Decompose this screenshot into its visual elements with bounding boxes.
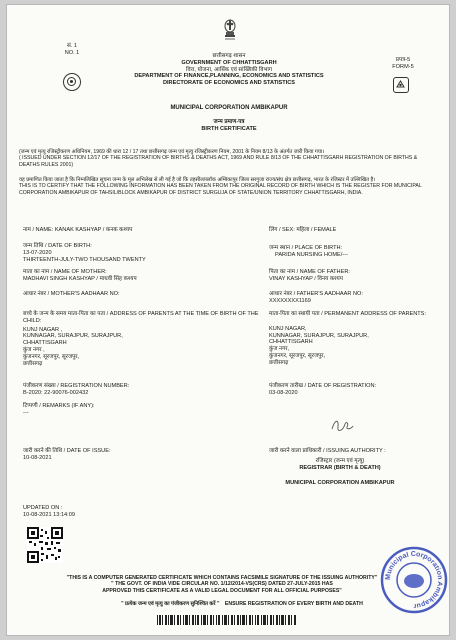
dob-words: THIRTEENTH-JULY-TWO THOUSAND TWENTY	[23, 256, 146, 263]
permanent-address-line: KUNNAGAR, SURAJPUR, SURAJPUR,	[269, 332, 369, 339]
certificate-title-hi: जन्म प्रमाण-पत्र	[213, 119, 245, 125]
address-at-birth-line: KUNNAGAR, SURAJPUR, SURAJPUR,	[23, 333, 123, 340]
notice-line-2: " THE GOVT. OF INDIA VIDE CIRCULAR NO. 1/12/2014-VS(CRS) DATED 27-JULY-2015 HAS	[111, 581, 333, 588]
remarks-label: टिप्पणी / REMARKS (IF ANY):	[23, 403, 95, 409]
signature-image	[329, 415, 355, 435]
ensure-registration-hi: " प्रत्येक जन्म एवं मृत्यु का पंजीकरण सुनिश्चित करें "	[121, 601, 220, 607]
permanent-address-line: छत्तीसगढ़	[269, 359, 289, 366]
permanent-address-line: CHHATTISGARH	[269, 339, 313, 346]
state-logo-icon	[63, 73, 81, 91]
registration-number-value: B-2020: 22-90076-002432	[23, 389, 89, 396]
mother-name-value: MADHAVI SINGH KASHYAP / माधवी सिंह कश्यप	[23, 275, 137, 282]
permanent-address-line: KUNJ NAGAR,	[269, 325, 307, 332]
dob-label: जन्म तिथि / DATE OF BIRTH:	[23, 243, 92, 249]
pob-label: जन्म स्थान / PLACE OF BIRTH:	[269, 245, 343, 251]
certificate-title-en: BIRTH CERTIFICATE	[201, 125, 257, 132]
updated-on-label: UPDATED ON :	[23, 505, 63, 511]
dept-title-hi: वित्त, योजना, आर्थिक एवं सांख्यिकी विभाग	[186, 66, 272, 73]
permanent-address-line: कुंज नगर,	[269, 346, 290, 353]
permanent-address-value	[269, 326, 441, 367]
registration-number-label: पंजीकरण संख्या / REGISTRATION NUMBER:	[23, 383, 130, 389]
issue-date-value: 10-08-2021	[23, 454, 52, 461]
registrar-title-en: REGISTRAR (BIRTH & DEATH)	[299, 464, 381, 471]
ensure-registration-line	[77, 601, 407, 607]
barcode-icon	[157, 615, 297, 625]
govt-title-en: GOVERNMENT OF CHHATTISGARH	[181, 59, 277, 66]
address-at-birth-value	[23, 327, 263, 368]
father-name-value: VINAY KASHYAP / विनय कश्यप	[269, 275, 343, 282]
child-name: नाम / NAME: KANAK KASHYAP / कनक कश्यप	[23, 227, 133, 233]
corporation-name: MUNICIPAL CORPORATION AMBIKAPUR	[170, 105, 288, 111]
registrar-title-hi: रजिस्ट्रार (जन्म एवं मृत्यु)	[315, 457, 365, 464]
father-name-label: पिता का नाम / NAME OF FATHER:	[269, 269, 350, 275]
form-number-hi: प्रपत्र-5	[395, 57, 411, 63]
left-number-hi: सं. 1	[66, 43, 77, 49]
issuing-authority-label: जारी करने वाला प्राधिकारी / ISSUING AUTHORITY :	[269, 448, 386, 454]
address-at-birth-line: कुंजनगर, सूरजपुर, सूरजपुर,	[23, 353, 80, 360]
father-aadhaar-label: आधार नंबर / FATHER'S AADHAAR NO:	[269, 291, 363, 297]
address-at-birth-line: छत्तीसगढ़	[23, 360, 43, 367]
permanent-address-label: माता-पिता का स्थायी पता / PERMANENT ADDRESS OF PARENTS:	[269, 311, 426, 317]
updated-on-value: 10-08-2021 13:14:09	[23, 511, 75, 518]
seal-text: Municipal Corporation Ambikapur	[384, 550, 444, 610]
dob-value: 13-07-2020	[23, 249, 52, 256]
pob-value: PARIDA NURSING HOME/---	[275, 251, 348, 258]
authority-corporation: MUNICIPAL CORPORATION AMBIKAPUR	[285, 480, 395, 487]
certify-text-hi: यह प्रमाणित किया जाता है कि निम्नलिखित सूचना जन्म के मूल अभिलेख से ली गई है जो कि तहसील/ब्लॉक अम्बिकापुर जिला सरगुजा राज्य/संघ क्षेत्र छत्तीसगढ़, भारत के रजिस्टर में उल्लिखित है।	[19, 177, 376, 183]
dept-title-en: DEPARTMENT OF FINANCE,PLANNING, ECONOMICS AND STATISTICS	[134, 73, 324, 80]
father-aadhaar-value: XXXXXXXX1169	[269, 297, 311, 304]
registration-date-label: पंजीकरण तारीख / DATE OF REGISTRATION:	[269, 383, 377, 389]
address-at-birth-line: कुंज नगर ,	[23, 346, 45, 353]
certify-text-en: THIS IS TO CERTIFY THAT THE FOLLOWING INFORMATION HAS BEEN TAKEN FROM THE ORIGINAL RECORD OF BIRTH WHICH IS THE REGISTER FOR MUNICIPAL CORPORATION AMBIKAPUR OF TAHSIL/BLOCK AMBIKAPUR OF DISTRICT SURGUJA OF STATE/UNION TERRITORY CHHATTISGARH, INDIA.	[19, 183, 422, 196]
address-at-birth-line: CHHATTISGARH	[23, 340, 67, 347]
ensure-registration-en: ENSURE REGISTRATION OF EVERY BIRTH AND DEATH	[224, 601, 363, 607]
national-emblem-icon	[222, 17, 238, 41]
birth-certificate-page	[6, 4, 450, 636]
registration-date-value: 03-08-2020	[269, 389, 298, 396]
address-at-birth-line: KUNJ NAGAR ,	[23, 326, 63, 333]
address-at-birth-label: बच्चे के जन्म के समय माता-पिता का पता / ADDRESS OF PARENTS AT THE TIME OF BIRTH OF THE CHILD:	[23, 311, 259, 324]
issued-under-en: ( ISSUED UNDER SECTION 12/17 OF THE REGISTRATION OF BIRTHS & DEATHS ACT, 1969 AND RULE 8/13 OF THE CHHATTISGARH REGISTRATION OF BIRTHS & DEATHS RULES 2001)	[19, 155, 418, 168]
govt-title-hi: छत्तीसगढ़ शासन	[212, 53, 246, 59]
remarks-value: ---	[23, 409, 29, 416]
form-number-en: FORM-5	[392, 63, 414, 70]
directorate-logo-icon	[393, 77, 409, 93]
permanent-address-line: कुंजनगर, सूरजपुर, सूरजपुर,	[269, 352, 326, 359]
issue-date-label: जारी करने की तिथि / DATE OF ISSUE:	[23, 448, 111, 454]
mother-name-label: माता का नाम / NAME OF MOTHER:	[23, 269, 107, 275]
qr-code-icon	[27, 527, 63, 563]
child-sex: लिंग / SEX: महिला / FEMALE	[269, 227, 337, 233]
notice-line-1: "THIS IS A COMPUTER GENERATED CERTIFICATE WHICH CONTAINS FACSIMILE SIGNATURE OF THE ISSUING AUTHORITY"	[66, 575, 378, 581]
mother-aadhaar-label: आधार नंबर / MOTHER'S AADHAAR NO:	[23, 291, 120, 297]
corporation-seal-stamp	[379, 545, 449, 615]
notice-line-3: APPROVED THIS CERTIFICATE AS A VALID LEGAL DOCUMENT FOR ALL OFFICIAL PURPOSES"	[102, 587, 342, 594]
left-number-en: NO. 1	[64, 49, 80, 56]
issued-under-hi: (जन्म एवं मृत्यु रजिस्ट्रीकरण अधिनियम, 1969 की धारा 12 / 17 तथा छत्तीसगढ़ जन्म एवं मृत्यु रजिस्ट्रीकरण नियम, 2001 के नियम 8/13 के अंतर्गत जारी किया गया।	[19, 149, 325, 155]
directorate-title-en: DIRECTORATE OF ECONOMICS AND STATISTICS	[162, 80, 296, 87]
